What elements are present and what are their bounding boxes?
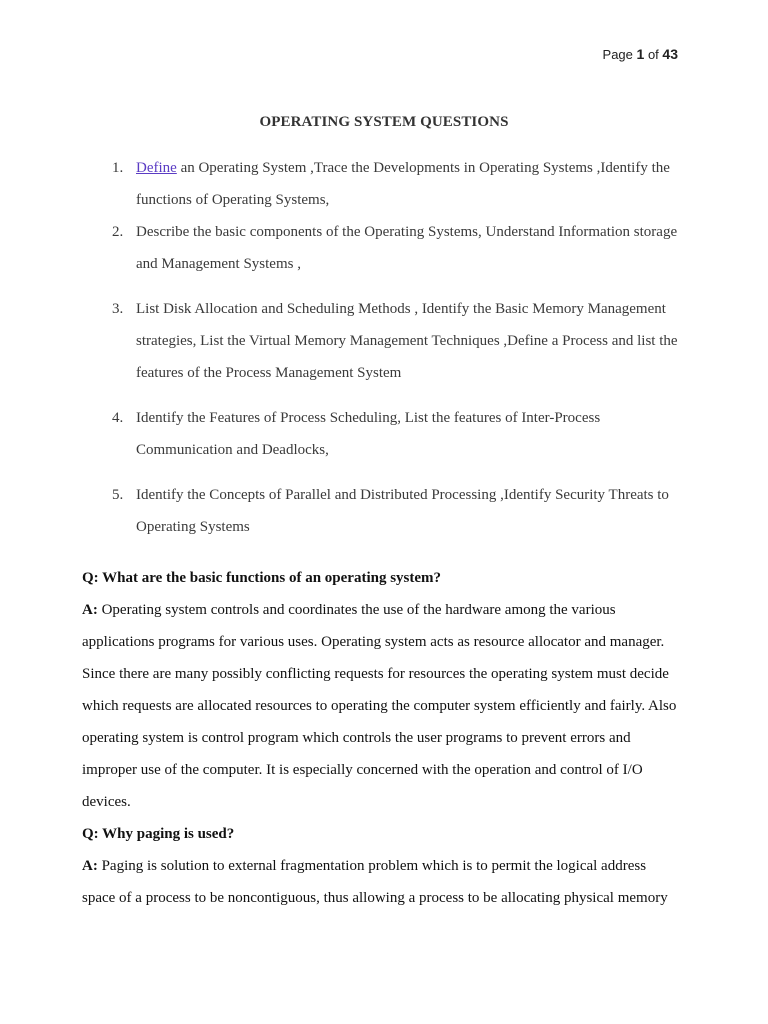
page-word: Page [602,47,633,62]
current-page-number: 1 [636,46,645,62]
objective-number: 3. [112,301,124,317]
objective-number: 5. [112,487,124,503]
objective-text: Identify the Concepts of Parallel and Distributed Processing ,Identify Security Threats to Operating Systems [136,487,669,535]
qa-section [82,562,682,914]
objective-number: 2. [112,224,124,240]
objective-item [108,216,678,280]
objective-item [108,479,678,543]
objective-text: Describe the basic components of the Operating Systems, Understand Information storage and Management Systems , [136,224,678,272]
question-heading: Q: What are the basic functions of an operating system? [82,570,442,586]
question-heading: Q: Why paging is used? [82,826,235,842]
answer-paragraph [82,594,682,818]
answer-text: Operating system controls and coordinates the use of the hardware among the various applications programs for various uses. Operating system acts as resource allocator and manager. Since there are many possibly conflicting requests for resources the operating system must decide which requests are allocated resources to operating the computer system efficiently and fairly. Also operating system is control program which controls the user programs to prevent errors and improper use of the computer. It is especially concerned with the operation and control of I/O devices. [82,602,677,810]
objective-text: List Disk Allocation and Scheduling Methods , Identify the Basic Memory Management strategies, List the Virtual Memory Management Techniques ,Define a Process and list the features of the Process Management System [136,301,678,381]
answer-paragraph [82,850,682,914]
objective-text: an Operating System ,Trace the Developments in Operating Systems ,Identify the functions of Operating Systems, [136,160,670,208]
objective-item [108,293,678,389]
objective-text: Identify the Features of Process Scheduling, List the features of Inter-Process Communication and Deadlocks, [136,410,601,458]
answer-label: A: [82,858,98,874]
objective-item [108,402,678,466]
page-number-header [603,46,678,62]
define-link[interactable]: Define [136,160,177,176]
objective-item [108,152,678,216]
objective-number: 1. [112,160,124,176]
answer-text: Paging is solution to external fragmentation problem which is to permit the logical address space of a process to be noncontiguous, thus allowing a process to be allocating physical memory [82,858,668,906]
document-title: OPERATING SYSTEM QUESTIONS [259,114,509,130]
answer-label: A: [82,602,98,618]
objectives-list [108,152,678,543]
objective-number: 4. [112,410,124,426]
of-word: of [647,47,659,62]
total-pages-number: 43 [662,46,678,62]
